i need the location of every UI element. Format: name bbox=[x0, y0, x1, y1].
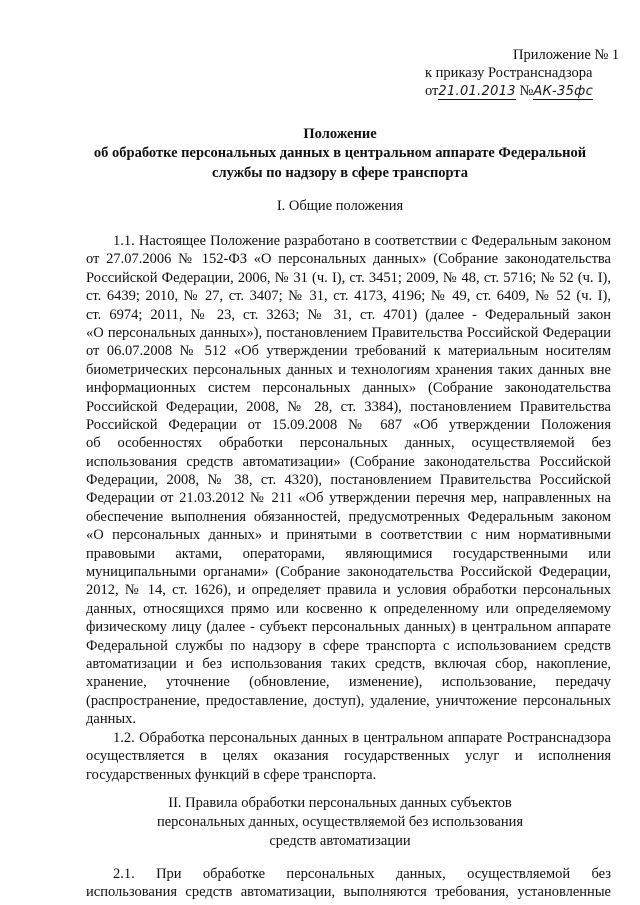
text-line: Российской Федерации, 2008, № 28, ст. 3384), постановлением Правительства bbox=[86, 398, 611, 415]
appendix-number: Приложение № 1 bbox=[513, 47, 620, 63]
text-line: информационных систем персональных данных» (Собрание законодательства bbox=[86, 380, 611, 397]
section2-heading-line3: средств автоматизации bbox=[269, 833, 411, 849]
text-line: 2012, № 14, ст. 1626), и определяет правила и условия обработки персональных bbox=[86, 582, 611, 599]
section1-paragraph-1-2 bbox=[86, 729, 611, 784]
text-line: биометрических персональных данных и технологиям хранения таких данных вне bbox=[86, 361, 611, 378]
section1-heading: I. Общие положения bbox=[276, 198, 404, 214]
text-line: Российской Федерации от 15.09.2008 № 687 «Об утверждении Положения bbox=[86, 416, 611, 433]
text-line: (распространение, предоставление, доступ), удаление, уничтожение персональных bbox=[86, 692, 611, 709]
text-line: от 06.07.2008 № 512 «Об утверждении требований к материальным носителям bbox=[86, 343, 611, 360]
text-line: Федерации от 21.03.2012 № 211 «Об утверждении перечня мер, направленных на bbox=[86, 490, 611, 507]
text-line: данных, относящихся прямо или косвенно к определенному или определяемому bbox=[86, 600, 611, 617]
text-line: Федеральной службы по надзору в сфере транспорта с использованием средств bbox=[86, 637, 611, 654]
appendix-order-ref: к приказу Ространснадзора bbox=[425, 65, 593, 81]
appendix-date-prefix: от bbox=[425, 83, 439, 99]
section2-heading-line1: II. Правила обработки персональных данных субъектов bbox=[168, 795, 512, 811]
section1-paragraph-1-1 bbox=[86, 232, 611, 729]
text-line: ст. 6974; 2011, № 23, ст. 3263; № 31, ст. 4701) (далее - Федеральный закон bbox=[86, 306, 611, 323]
text-line: автоматизации и без использования таких средств, включая сбор, накопление, bbox=[86, 655, 611, 672]
text-line: 1.2. Обработка персональных данных в центральном аппарате Ространснадзора bbox=[113, 730, 611, 746]
document-title: Положение bbox=[303, 126, 377, 142]
text-line: муниципальными органами» (Собрание законодательства Российской Федерации, bbox=[86, 564, 611, 581]
section2-paragraph-2-1 bbox=[86, 865, 611, 902]
document-subtitle-line1: об обработке персональных данных в центральном аппарате Федеральной bbox=[93, 145, 587, 161]
text-line: 2.1. При обработке персональных данных, осуществляемой без bbox=[113, 866, 611, 882]
text-line: «О персональных данных» и принятыми в соответствии с ним нормативными bbox=[86, 527, 611, 544]
document-subtitle-line2: службы по надзору в сфере транспорта bbox=[212, 165, 468, 181]
text-line: физическому лицу (далее - субъект персональных данных) в центральном аппарате bbox=[86, 619, 611, 636]
text-line: Российской Федерации, 2006, № 31 (ч. I), ст. 3451; 2009, № 48, ст. 5716; № 52 (ч. I), bbox=[86, 269, 611, 286]
appendix-date-number bbox=[400, 82, 630, 101]
text-line: об особенностях обработки персональных данных, осуществляемой без bbox=[86, 435, 611, 452]
handwritten-order-number: АК-35фс bbox=[533, 84, 594, 99]
handwritten-date: 21.01.2013 bbox=[438, 84, 516, 99]
text-line: осуществляется в целях оказания государственных услуг и исполнения bbox=[86, 748, 611, 765]
section2-heading-line2: персональных данных, осуществляемой без использования bbox=[156, 814, 524, 830]
text-line: 1.1. Настоящее Положение разработано в соответствии с Федеральным законом bbox=[113, 233, 611, 249]
text-line: обеспечение выполнения обязанностей, предусмотренных Федеральным законом bbox=[86, 508, 611, 525]
text-line: хранение, уточнение (обновление, изменение), использование, передачу bbox=[86, 674, 611, 691]
text-line: государственных функций в сфере транспорта. bbox=[86, 766, 377, 783]
text-line: правовыми актами, операторами, являющимися государственными или bbox=[86, 545, 611, 562]
text-line: ст. 6439; 2010, № 27, ст. 3407; № 31, ст. 4173, 4196; № 49, ст. 6409, № 52 (ч. I), bbox=[86, 288, 611, 305]
text-line: Федерации, 2008, № 38, ст. 4320), постановлением Правительства Российской bbox=[86, 472, 611, 489]
appendix-number-prefix: № bbox=[519, 83, 534, 99]
text-line: «О персональных данных»), постановлением Правительства Российской Федерации bbox=[86, 324, 611, 341]
text-line: данных. bbox=[86, 711, 136, 728]
text-line: использования средств автоматизации, выполняются требования, установленные bbox=[86, 884, 611, 901]
appendix-block bbox=[400, 46, 630, 101]
text-line: использования средств автоматизации» (Собрание законодательства Российской bbox=[86, 453, 611, 470]
text-line: от 27.07.2006 № 152-ФЗ «О персональных данных» (Собрание законодательства bbox=[86, 251, 611, 268]
